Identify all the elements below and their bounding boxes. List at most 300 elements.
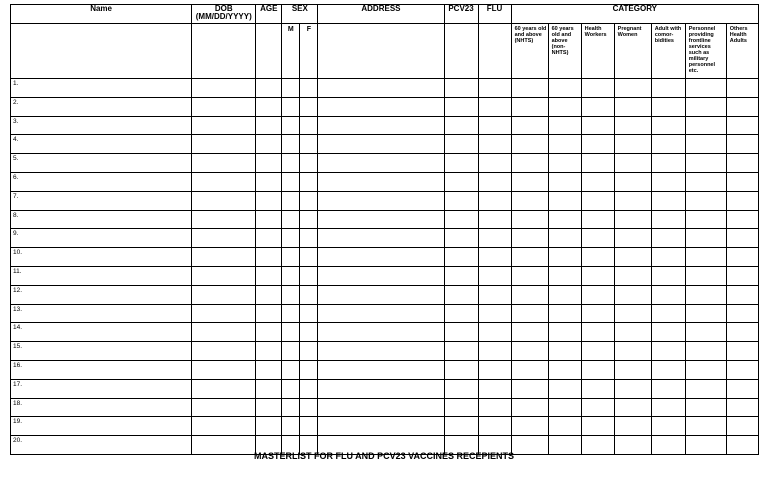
- entry-cell[interactable]: [444, 210, 478, 229]
- category-senior-non-nhts: 60 years old and above (non-NHTS): [548, 24, 581, 79]
- entry-cell[interactable]: [548, 342, 581, 361]
- entry-cell[interactable]: [685, 172, 726, 191]
- entry-cell[interactable]: [651, 379, 685, 398]
- entry-cell[interactable]: [651, 398, 685, 417]
- entry-cell[interactable]: [282, 266, 300, 285]
- entry-cell[interactable]: [614, 417, 651, 436]
- entry-cell[interactable]: [256, 116, 282, 135]
- entry-cell[interactable]: [444, 116, 478, 135]
- entry-cell[interactable]: [511, 379, 548, 398]
- entry-cell[interactable]: [685, 398, 726, 417]
- entry-cell[interactable]: [282, 398, 300, 417]
- entry-cell[interactable]: [192, 116, 256, 135]
- entry-cell[interactable]: [282, 285, 300, 304]
- entry-cell[interactable]: [548, 379, 581, 398]
- entry-cell[interactable]: [685, 97, 726, 116]
- entry-cell[interactable]: [300, 191, 318, 210]
- entry-cell[interactable]: [192, 304, 256, 323]
- entry-cell[interactable]: [726, 172, 758, 191]
- entry-cell[interactable]: [256, 229, 282, 248]
- row-number[interactable]: 8.: [11, 210, 192, 229]
- entry-cell[interactable]: [444, 304, 478, 323]
- entry-cell[interactable]: [511, 135, 548, 154]
- entry-cell[interactable]: [256, 398, 282, 417]
- entry-cell[interactable]: [685, 210, 726, 229]
- entry-cell[interactable]: [651, 154, 685, 173]
- entry-cell[interactable]: [478, 379, 511, 398]
- entry-cell[interactable]: [651, 266, 685, 285]
- row-number[interactable]: 6.: [11, 172, 192, 191]
- entry-cell[interactable]: [614, 398, 651, 417]
- entry-cell[interactable]: [548, 304, 581, 323]
- entry-cell[interactable]: [478, 398, 511, 417]
- entry-cell[interactable]: [581, 97, 614, 116]
- entry-cell[interactable]: [256, 379, 282, 398]
- entry-cell[interactable]: [581, 342, 614, 361]
- entry-cell[interactable]: [685, 342, 726, 361]
- entry-cell[interactable]: [256, 417, 282, 436]
- entry-cell[interactable]: [444, 154, 478, 173]
- entry-cell[interactable]: [444, 248, 478, 267]
- entry-cell[interactable]: [444, 97, 478, 116]
- entry-cell[interactable]: [651, 360, 685, 379]
- entry-cell[interactable]: [614, 360, 651, 379]
- entry-cell[interactable]: [300, 285, 318, 304]
- entry-cell[interactable]: [444, 229, 478, 248]
- entry-cell[interactable]: [548, 172, 581, 191]
- entry-cell[interactable]: [318, 304, 444, 323]
- entry-cell[interactable]: [726, 97, 758, 116]
- entry-cell[interactable]: [192, 417, 256, 436]
- entry-cell[interactable]: [478, 97, 511, 116]
- entry-cell[interactable]: [685, 79, 726, 98]
- entry-cell[interactable]: [614, 97, 651, 116]
- entry-cell[interactable]: [511, 304, 548, 323]
- entry-cell[interactable]: [192, 342, 256, 361]
- entry-cell[interactable]: [256, 191, 282, 210]
- entry-cell[interactable]: [282, 97, 300, 116]
- entry-cell[interactable]: [478, 417, 511, 436]
- entry-cell[interactable]: [726, 116, 758, 135]
- row-number[interactable]: 2.: [11, 97, 192, 116]
- entry-cell[interactable]: [318, 79, 444, 98]
- entry-cell[interactable]: [478, 154, 511, 173]
- table-row: [11, 135, 759, 154]
- entry-cell[interactable]: [318, 360, 444, 379]
- row-number[interactable]: 19.: [11, 417, 192, 436]
- entry-cell[interactable]: [318, 266, 444, 285]
- entry-cell[interactable]: [511, 116, 548, 135]
- entry-cell[interactable]: [256, 285, 282, 304]
- row-number[interactable]: 5.: [11, 154, 192, 173]
- entry-cell[interactable]: [300, 248, 318, 267]
- entry-cell[interactable]: [511, 79, 548, 98]
- entry-cell[interactable]: [685, 266, 726, 285]
- entry-cell[interactable]: [511, 229, 548, 248]
- entry-cell[interactable]: [581, 323, 614, 342]
- entry-cell[interactable]: [726, 229, 758, 248]
- table-row: [11, 379, 759, 398]
- entry-cell[interactable]: [726, 342, 758, 361]
- entry-cell[interactable]: [581, 116, 614, 135]
- entry-cell[interactable]: [548, 154, 581, 173]
- entry-cell[interactable]: [548, 191, 581, 210]
- entry-cell[interactable]: [726, 417, 758, 436]
- entry-cell[interactable]: [581, 154, 614, 173]
- row-number[interactable]: 9.: [11, 229, 192, 248]
- entry-cell[interactable]: [478, 79, 511, 98]
- entry-cell[interactable]: [300, 379, 318, 398]
- entry-cell[interactable]: [478, 191, 511, 210]
- row-number[interactable]: 12.: [11, 285, 192, 304]
- row-number[interactable]: 11.: [11, 266, 192, 285]
- entry-cell[interactable]: [651, 304, 685, 323]
- entry-cell[interactable]: [651, 191, 685, 210]
- entry-cell[interactable]: [581, 229, 614, 248]
- entry-cell[interactable]: [614, 79, 651, 98]
- entry-cell[interactable]: [685, 323, 726, 342]
- entry-cell[interactable]: [581, 304, 614, 323]
- entry-cell[interactable]: [300, 172, 318, 191]
- entry-cell[interactable]: [300, 210, 318, 229]
- entry-cell[interactable]: [726, 248, 758, 267]
- entry-cell[interactable]: [651, 97, 685, 116]
- entry-cell[interactable]: [511, 191, 548, 210]
- row-number[interactable]: 10.: [11, 248, 192, 267]
- entry-cell[interactable]: [548, 398, 581, 417]
- entry-cell[interactable]: [478, 342, 511, 361]
- entry-cell[interactable]: [256, 210, 282, 229]
- entry-cell[interactable]: [282, 342, 300, 361]
- entry-cell[interactable]: [192, 398, 256, 417]
- entry-cell[interactable]: [614, 154, 651, 173]
- entry-cell[interactable]: [300, 79, 318, 98]
- entry-cell[interactable]: [318, 210, 444, 229]
- entry-cell[interactable]: [614, 229, 651, 248]
- entry-cell[interactable]: [300, 342, 318, 361]
- entry-cell[interactable]: [318, 191, 444, 210]
- entry-cell[interactable]: [444, 323, 478, 342]
- entry-cell[interactable]: [444, 79, 478, 98]
- entry-cell[interactable]: [444, 135, 478, 154]
- entry-cell[interactable]: [726, 323, 758, 342]
- entry-cell[interactable]: [192, 172, 256, 191]
- entry-cell[interactable]: [192, 229, 256, 248]
- entry-cell[interactable]: [651, 210, 685, 229]
- entry-cell[interactable]: [581, 360, 614, 379]
- entry-cell[interactable]: [300, 154, 318, 173]
- entry-cell[interactable]: [444, 191, 478, 210]
- entry-cell[interactable]: [614, 248, 651, 267]
- entry-cell[interactable]: [478, 210, 511, 229]
- entry-cell[interactable]: [651, 79, 685, 98]
- entry-cell[interactable]: [581, 398, 614, 417]
- row-number[interactable]: 15.: [11, 342, 192, 361]
- entry-cell[interactable]: [614, 285, 651, 304]
- entry-cell[interactable]: [581, 266, 614, 285]
- entry-cell[interactable]: [548, 248, 581, 267]
- entry-cell[interactable]: [614, 210, 651, 229]
- entry-cell[interactable]: [478, 323, 511, 342]
- entry-cell[interactable]: [282, 191, 300, 210]
- entry-cell[interactable]: [192, 360, 256, 379]
- entry-cell[interactable]: [318, 116, 444, 135]
- entry-cell[interactable]: [685, 135, 726, 154]
- entry-cell[interactable]: [581, 191, 614, 210]
- entry-cell[interactable]: [511, 154, 548, 173]
- entry-cell[interactable]: [614, 135, 651, 154]
- row-number[interactable]: 17.: [11, 379, 192, 398]
- row-number[interactable]: 7.: [11, 191, 192, 210]
- entry-cell[interactable]: [318, 97, 444, 116]
- entry-cell[interactable]: [318, 342, 444, 361]
- entry-cell[interactable]: [651, 342, 685, 361]
- entry-cell[interactable]: [192, 285, 256, 304]
- entry-cell[interactable]: [511, 210, 548, 229]
- entry-cell[interactable]: [282, 79, 300, 98]
- entry-cell[interactable]: [444, 266, 478, 285]
- entry-cell[interactable]: [318, 417, 444, 436]
- entry-cell[interactable]: [256, 342, 282, 361]
- category-pregnant-women: Pregnant Women: [614, 24, 651, 79]
- entry-cell[interactable]: [318, 229, 444, 248]
- entry-cell[interactable]: [548, 97, 581, 116]
- entry-cell[interactable]: [614, 323, 651, 342]
- entry-cell[interactable]: [726, 191, 758, 210]
- entry-cell[interactable]: [685, 191, 726, 210]
- entry-cell[interactable]: [685, 417, 726, 436]
- entry-cell[interactable]: [726, 135, 758, 154]
- entry-cell[interactable]: [651, 248, 685, 267]
- entry-cell[interactable]: [614, 266, 651, 285]
- entry-cell[interactable]: [478, 248, 511, 267]
- entry-cell[interactable]: [256, 97, 282, 116]
- entry-cell[interactable]: [300, 323, 318, 342]
- entry-cell[interactable]: [581, 379, 614, 398]
- row-number[interactable]: 4.: [11, 135, 192, 154]
- entry-cell[interactable]: [318, 379, 444, 398]
- entry-cell[interactable]: [318, 398, 444, 417]
- entry-cell[interactable]: [282, 135, 300, 154]
- entry-cell[interactable]: [478, 229, 511, 248]
- entry-cell[interactable]: [548, 210, 581, 229]
- entry-cell[interactable]: [511, 285, 548, 304]
- entry-cell[interactable]: [581, 285, 614, 304]
- entry-cell[interactable]: [581, 417, 614, 436]
- entry-cell[interactable]: [548, 266, 581, 285]
- entry-cell[interactable]: [444, 172, 478, 191]
- category-senior-nhts: 60 years old and above (NHTS): [511, 24, 548, 79]
- entry-cell[interactable]: [282, 360, 300, 379]
- table-row: [11, 398, 759, 417]
- entry-cell[interactable]: [300, 135, 318, 154]
- entry-cell[interactable]: [256, 304, 282, 323]
- entry-cell[interactable]: [614, 191, 651, 210]
- entry-cell[interactable]: [548, 135, 581, 154]
- entry-cell[interactable]: [256, 360, 282, 379]
- row-number[interactable]: 18.: [11, 398, 192, 417]
- entry-cell[interactable]: [581, 135, 614, 154]
- entry-cell[interactable]: [685, 229, 726, 248]
- entry-cell[interactable]: [300, 417, 318, 436]
- entry-cell[interactable]: [444, 360, 478, 379]
- entry-cell[interactable]: [282, 116, 300, 135]
- category-comorbidities: Adult with comor-bidities: [651, 24, 685, 79]
- entry-cell[interactable]: [300, 97, 318, 116]
- entry-cell[interactable]: [614, 342, 651, 361]
- entry-cell[interactable]: [300, 116, 318, 135]
- entry-cell[interactable]: [651, 135, 685, 154]
- entry-cell[interactable]: [548, 285, 581, 304]
- entry-cell[interactable]: [256, 154, 282, 173]
- entry-cell[interactable]: [614, 304, 651, 323]
- entry-cell[interactable]: [726, 154, 758, 173]
- entry-cell[interactable]: [444, 285, 478, 304]
- table-row: [11, 323, 759, 342]
- entry-cell[interactable]: [511, 342, 548, 361]
- entry-cell[interactable]: [256, 266, 282, 285]
- row-number[interactable]: 1.: [11, 79, 192, 98]
- entry-cell[interactable]: [318, 154, 444, 173]
- entry-cell[interactable]: [685, 360, 726, 379]
- entry-cell[interactable]: [192, 154, 256, 173]
- entry-cell[interactable]: [651, 116, 685, 135]
- entry-cell[interactable]: [548, 79, 581, 98]
- entry-cell[interactable]: [478, 116, 511, 135]
- entry-cell[interactable]: [511, 266, 548, 285]
- entry-cell[interactable]: [511, 398, 548, 417]
- entry-cell[interactable]: [282, 323, 300, 342]
- entry-cell[interactable]: [651, 323, 685, 342]
- row-number[interactable]: 13.: [11, 304, 192, 323]
- entry-cell[interactable]: [300, 266, 318, 285]
- entry-cell[interactable]: [726, 398, 758, 417]
- entry-cell[interactable]: [282, 229, 300, 248]
- entry-cell[interactable]: [318, 323, 444, 342]
- entry-cell[interactable]: [282, 154, 300, 173]
- entry-cell[interactable]: [726, 379, 758, 398]
- header-row: [11, 5, 759, 24]
- entry-cell[interactable]: [192, 191, 256, 210]
- table-row: [11, 79, 759, 98]
- entry-cell[interactable]: [685, 379, 726, 398]
- entry-cell[interactable]: [318, 135, 444, 154]
- table-row: [11, 116, 759, 135]
- entry-cell[interactable]: [548, 229, 581, 248]
- age-header: AGE: [256, 5, 282, 24]
- entry-cell[interactable]: [651, 285, 685, 304]
- entry-cell[interactable]: [614, 172, 651, 191]
- entry-cell[interactable]: [282, 248, 300, 267]
- entry-cell[interactable]: [300, 229, 318, 248]
- entry-cell[interactable]: [478, 266, 511, 285]
- entry-cell[interactable]: [444, 398, 478, 417]
- table-row: [11, 342, 759, 361]
- entry-cell[interactable]: [478, 172, 511, 191]
- entry-cell[interactable]: [318, 248, 444, 267]
- entry-cell[interactable]: [300, 304, 318, 323]
- entry-cell[interactable]: [726, 79, 758, 98]
- entry-cell[interactable]: [444, 342, 478, 361]
- entry-cell[interactable]: [651, 417, 685, 436]
- entry-cell[interactable]: [256, 135, 282, 154]
- entry-cell[interactable]: [548, 116, 581, 135]
- entry-cell[interactable]: [192, 97, 256, 116]
- entry-cell[interactable]: [256, 79, 282, 98]
- entry-cell[interactable]: [511, 417, 548, 436]
- entry-cell[interactable]: [685, 304, 726, 323]
- entry-cell[interactable]: [478, 360, 511, 379]
- entry-cell[interactable]: [726, 360, 758, 379]
- entry-cell[interactable]: [511, 172, 548, 191]
- entry-cell[interactable]: [192, 248, 256, 267]
- entry-cell[interactable]: [511, 248, 548, 267]
- entry-cell[interactable]: [548, 360, 581, 379]
- entry-cell[interactable]: [300, 360, 318, 379]
- entry-cell[interactable]: [300, 398, 318, 417]
- entry-cell[interactable]: [282, 417, 300, 436]
- entry-cell[interactable]: [651, 229, 685, 248]
- row-number[interactable]: 16.: [11, 360, 192, 379]
- entry-cell[interactable]: [478, 304, 511, 323]
- entry-cell[interactable]: [726, 285, 758, 304]
- entry-cell[interactable]: [256, 323, 282, 342]
- entry-cell[interactable]: [726, 210, 758, 229]
- row-number[interactable]: 14.: [11, 323, 192, 342]
- entry-cell[interactable]: [478, 285, 511, 304]
- entry-cell[interactable]: [685, 248, 726, 267]
- entry-cell[interactable]: [318, 285, 444, 304]
- entry-cell[interactable]: [192, 210, 256, 229]
- entry-cell[interactable]: [511, 323, 548, 342]
- entry-cell[interactable]: [256, 248, 282, 267]
- entry-cell[interactable]: [581, 79, 614, 98]
- entry-cell[interactable]: [581, 210, 614, 229]
- entry-cell[interactable]: [614, 379, 651, 398]
- entry-cell[interactable]: [685, 285, 726, 304]
- entry-cell[interactable]: [282, 304, 300, 323]
- row-number[interactable]: 3.: [11, 116, 192, 135]
- entry-cell[interactable]: [511, 360, 548, 379]
- entry-cell[interactable]: [192, 79, 256, 98]
- entry-cell[interactable]: [548, 417, 581, 436]
- entry-cell[interactable]: [192, 135, 256, 154]
- pcv23-header: PCV23: [444, 5, 478, 24]
- entry-cell[interactable]: [511, 97, 548, 116]
- entry-cell[interactable]: [548, 323, 581, 342]
- entry-cell[interactable]: [726, 304, 758, 323]
- entry-cell[interactable]: [726, 266, 758, 285]
- entry-cell[interactable]: [478, 135, 511, 154]
- entry-cell[interactable]: [318, 172, 444, 191]
- row-number[interactable]: 20.: [11, 436, 192, 455]
- entry-cell[interactable]: [444, 417, 478, 436]
- entry-cell[interactable]: [685, 116, 726, 135]
- entry-cell[interactable]: [192, 323, 256, 342]
- entry-cell[interactable]: [614, 116, 651, 135]
- entry-cell[interactable]: [444, 379, 478, 398]
- entry-cell[interactable]: [256, 172, 282, 191]
- entry-cell[interactable]: [282, 379, 300, 398]
- entry-cell[interactable]: [192, 379, 256, 398]
- entry-cell[interactable]: [282, 172, 300, 191]
- entry-cell[interactable]: [685, 154, 726, 173]
- entry-cell[interactable]: [192, 266, 256, 285]
- entry-cell[interactable]: [581, 172, 614, 191]
- entry-cell[interactable]: [581, 248, 614, 267]
- entry-cell[interactable]: [651, 172, 685, 191]
- entry-cell[interactable]: [282, 210, 300, 229]
